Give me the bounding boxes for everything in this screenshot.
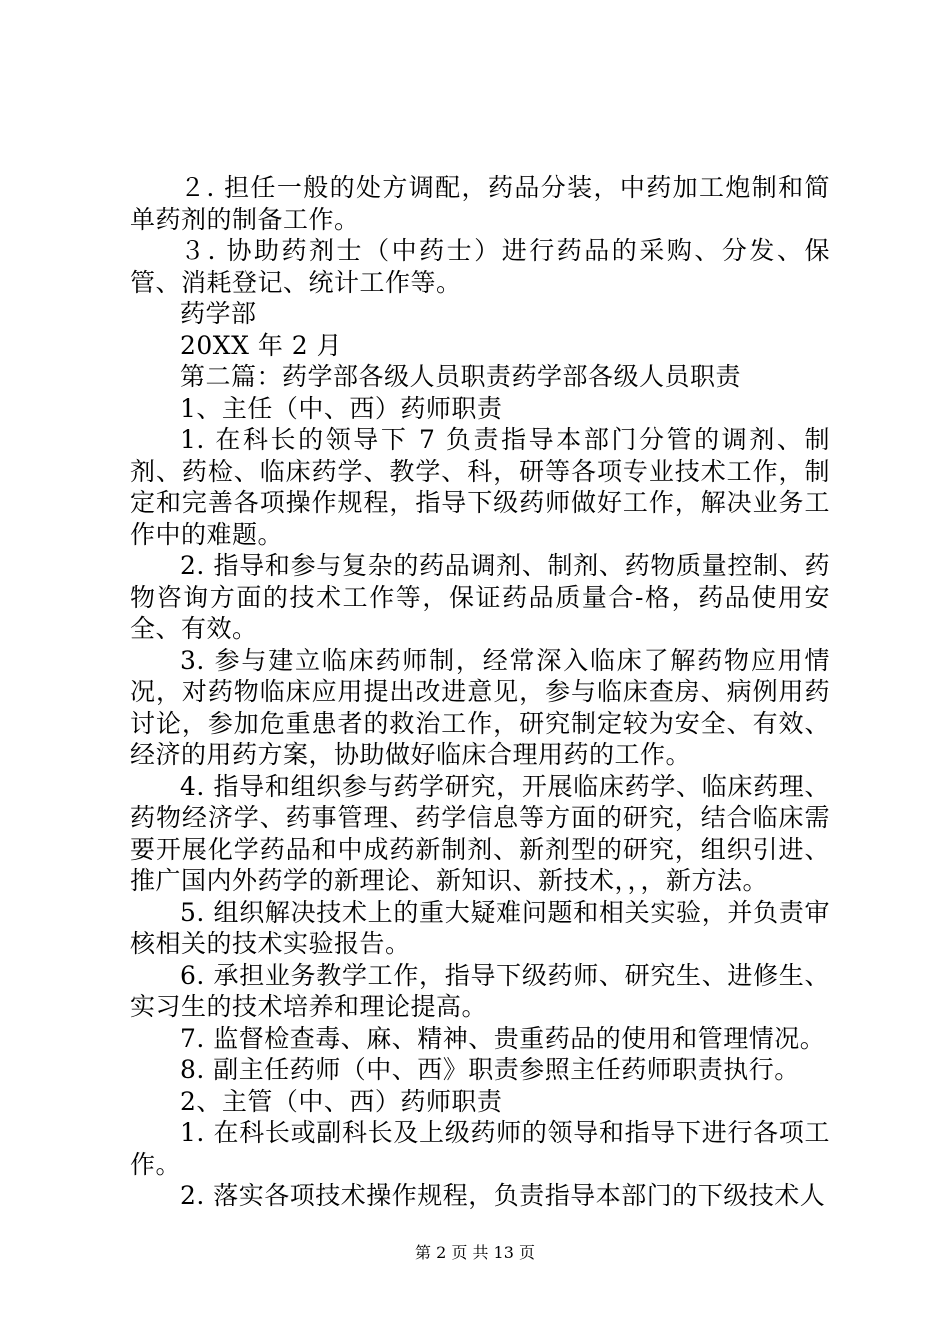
section-title: 第二篇：药学部各级人员职责药学部各级人员职责 (180, 362, 742, 391)
duty-item-2: 2. 指导和参与复杂的药品调剂、制剂、药物质量控制、药物咨询方面的技术工作等，保证药品质量合-格，药品使用安全、有效。 (130, 551, 830, 643)
duty-item-4: 4. 指导和组织参与药学研究，开展临床药学、临床药理、药物经济学、药事管理、药学信息等方面的研究，结合临床需要开展化学药品和中成药新制剂、新剂型的研究，组织引进、推广国内外药学的新理论、新知识、新技术，，，新方法。 (130, 771, 830, 895)
duty-item-6: 6. 承担业务教学工作，指导下级药师、研究生、进修生、实习生的技术培养和理论提高。 (130, 960, 830, 1021)
document-body (130, 172, 830, 1212)
duty-item-1: 1. 在科长的领导下 7 负责指导本部门分管的调剂、制剂、药检、临床药学、教学、科，研等各项专业技术工作，制定和完善各项操作规程，指导下级药师做好工作，解决业务工作中的难题。 (130, 425, 830, 549)
paragraph-item-2: ２. 担任一般的处方调配，药品分装，中药加工炮制和简单药剂的制备工作。 (130, 173, 830, 234)
page-number-footer: 第 2 页 共 13 页 (415, 1243, 535, 1262)
duty-item-8: 8. 副主任药师（中、西》职责参照主任药师职责执行。 (180, 1055, 800, 1084)
duty-item-5: 5. 组织解决技术上的重大疑难问题和相关实验，并负责审核相关的技术实验报告。 (130, 897, 830, 958)
subsection-heading-1: 1、主任（中、西）药师职责 (180, 393, 503, 423)
paragraph-item-3: ３. 协助药剂士（中药士）进行药品的采购、分发、保管、消耗登记、统计工作等。 (130, 236, 830, 297)
duty-item-1b: 1. 在科长或副科长及上级药师的领导和指导下进行各项工作。 (130, 1118, 830, 1179)
subsection-heading-2: 2、主管（中、西）药师职责 (180, 1086, 503, 1116)
duty-item-7: 7. 监督检查毒、麻、精神、贵重药品的使用和管理情况。 (180, 1023, 826, 1053)
duty-item-3: 3. 参与建立临床药师制，经常深入临床了解药物应用情况，对药物临床应用提出改进意见，参与临床查房、病例用药讨论，参加危重患者的救治工作，研究制定较为安全、有效、经济的用药方案，协助做好临床合理用药的工作。 (130, 645, 830, 769)
department-signature: 药学部 (180, 299, 257, 328)
duty-item-2b: 2. 落实各项技术操作规程，负责指导本部门的下级技术人 (180, 1181, 826, 1210)
document-date: 20XX 年 2 月 (180, 330, 343, 360)
